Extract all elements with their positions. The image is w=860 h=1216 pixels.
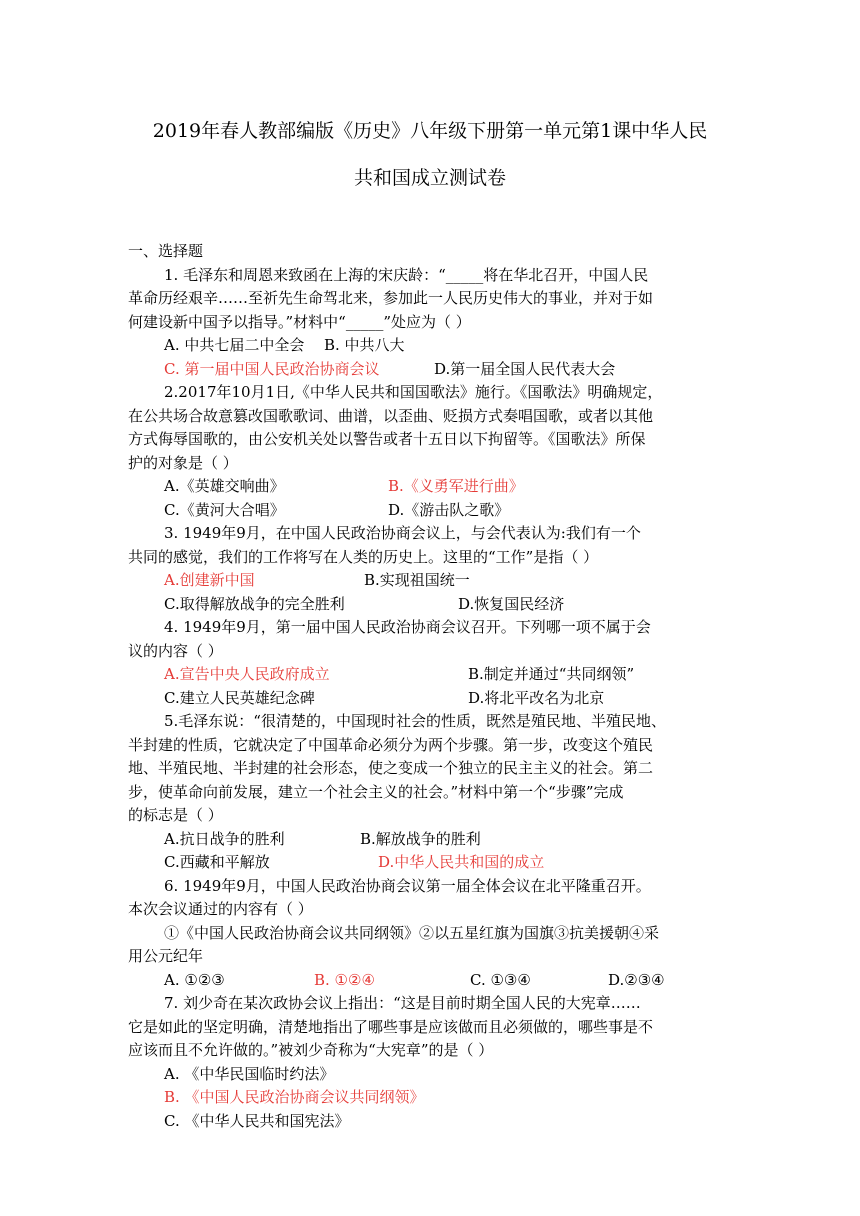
question-4-line-2: 议的内容（ ）	[128, 641, 223, 660]
question-2-option-a: A.《英雄交响曲》	[164, 477, 285, 495]
question-5-line-3: 地、半殖民地、半封建的社会形态，使之变成一个独立的民主主义的社会。第二	[128, 759, 654, 777]
question-7-line-3: 应该而且不允许做的。”被刘少奇称为“大宪章”的是（ ）	[128, 1041, 494, 1059]
question-1-options-cd	[128, 358, 738, 382]
question-7-line-2: 它是如此的坚定明确，清楚地指出了哪些事是应该做而且必须做的，哪些事是不	[128, 1017, 654, 1036]
question-4-line-1: 4. 1949年9月，第一届中国人民政治协商会议召开。下列哪一项不属于会	[164, 618, 651, 636]
question-7-option-a: A. 《中华民国临时约法》	[164, 1064, 335, 1083]
question-1-option-b: B. 中共八大	[324, 336, 405, 354]
question-1-option-d: D.第一届全国人民代表大会	[434, 359, 616, 378]
question-4-options-cd	[128, 687, 738, 711]
question-4-option-a: A.宣告中央人民政府成立	[164, 665, 330, 683]
document-title-line-2: 共和国成立测试卷	[353, 167, 506, 189]
question-5-option-a: A.抗日战争的胜利	[164, 829, 285, 848]
question-5-line-4: 步，使革命向前发展，建立一个社会主义的社会。”材料中第一个“步骤”完成	[128, 782, 624, 801]
question-4-option-c: C.建立人民英雄纪念碑	[164, 688, 315, 707]
question-5-line-2: 半封建的性质，它就决定了中国革命必须分为两个步骤。第一步，改变这个殖民	[128, 735, 654, 754]
question-6-line-3: ①《中国人民政治协商会议共同纲领》②以五星红旗为国旗③抗美援朝④采	[164, 923, 660, 942]
question-6-option-a: A. ①②③	[164, 970, 225, 989]
question-6-option-d: D.②③④	[608, 970, 665, 989]
question-7-option-c: C. 《中华人民共和国宪法》	[164, 1111, 350, 1130]
question-4-option-d: D.将北平改名为北京	[468, 688, 605, 707]
question-1-line-2: 革命历经艰辛……至祈先生命驾北来，参加此一人民历史伟大的事业，并对于如	[128, 289, 654, 307]
question-2-options-ab	[128, 475, 738, 499]
question-1-options-ab	[128, 334, 738, 358]
question-1-option-c: C. 第一届中国人民政治协商会议	[164, 359, 380, 378]
question-7-line-1: 7. 刘少奇在某次政协会议上指出：“这是目前时期全国人民的大宪章……	[164, 994, 641, 1012]
question-4-option-b: B.制定并通过“共同纲领”	[468, 665, 635, 683]
question-3-option-a: A.创建新中国	[164, 571, 255, 589]
question-6-line-4: 用公元纪年	[128, 947, 204, 965]
question-5-line-1: 5.毛泽东说：“很清楚的，中国现时社会的性质，既然是殖民地、半殖民地、	[164, 712, 666, 730]
question-list	[128, 240, 738, 1133]
question-1-option-a: A. 中共七届二中全会	[164, 336, 305, 354]
question-2-option-c: C.《黄河大合唱》	[164, 500, 285, 519]
question-6-line-1: 6. 1949年9月，中国人民政治协商会议第一届全体会议在北平隆重召开。	[164, 876, 651, 895]
question-3-option-d: D.恢复国民经济	[458, 594, 565, 613]
question-3-option-c: C.取得解放战争的完全胜利	[164, 594, 345, 613]
question-3-options-ab	[128, 569, 738, 593]
question-2-option-d: D.《游击队之歌》	[388, 500, 510, 519]
question-2-line-4: 护的对象是（ ）	[128, 453, 238, 472]
question-2-line-2: 在公共场合故意篡改国歌歌词、曲谱，以歪曲、贬损方式奏唱国歌，或者以其他	[128, 406, 654, 425]
question-6-line-2: 本次会议通过的内容有（ ）	[128, 900, 313, 918]
question-5-option-d: D.中华人民共和国的成立	[378, 853, 545, 871]
question-6-options	[128, 969, 738, 993]
question-2-options-cd	[128, 499, 738, 523]
question-3-line-1: 3. 1949年9月，在中国人民政治协商会议上，与会代表认为:我们有一个	[164, 524, 641, 542]
question-5-options-cd	[128, 851, 738, 875]
document-title-line-1: 2019年春人教部编版《历史》八年级下册第一单元第1课中华人民	[152, 120, 708, 142]
question-5-option-b: B.解放战争的胜利	[360, 829, 481, 848]
question-5-options-ab	[128, 828, 738, 852]
question-1-line-1: 1. 毛泽东和周恩来致函在上海的宋庆龄：“_____将在华北召开，中国人民	[164, 265, 649, 284]
question-3-options-cd	[128, 593, 738, 617]
question-3-line-2: 共同的感觉，我们的工作将写在人类的历史上。这里的“工作”是指（ ）	[128, 547, 599, 566]
question-3-option-b: B.实现祖国统一	[364, 571, 470, 589]
question-4-options-ab	[128, 663, 738, 687]
question-6-option-c: C. ①③④	[470, 970, 531, 989]
question-1-line-3: 何建设新中国予以指导。”材料中“_____”处应为（ ）	[128, 312, 471, 331]
question-2-option-b: B.《义勇军进行曲》	[388, 477, 524, 495]
question-5-option-c: C.西藏和平解放	[164, 853, 270, 871]
question-2-line-3: 方式侮辱国歌的，由公安机关处以警告或者十五日以下拘留等。《国歌法》所保	[128, 430, 646, 448]
question-5-line-5: 的标志是（ ）	[128, 806, 223, 824]
question-2-line-1: 2.2017年10月1日,《中华人民共和国国歌法》施行。《国歌法》明确规定，	[164, 383, 663, 401]
question-7-option-b: B. 《中国人民政治协商会议共同纲领》	[164, 1088, 425, 1106]
question-6-option-b: B. ①②④	[314, 970, 375, 989]
section-heading: 一、选择题	[128, 242, 204, 260]
